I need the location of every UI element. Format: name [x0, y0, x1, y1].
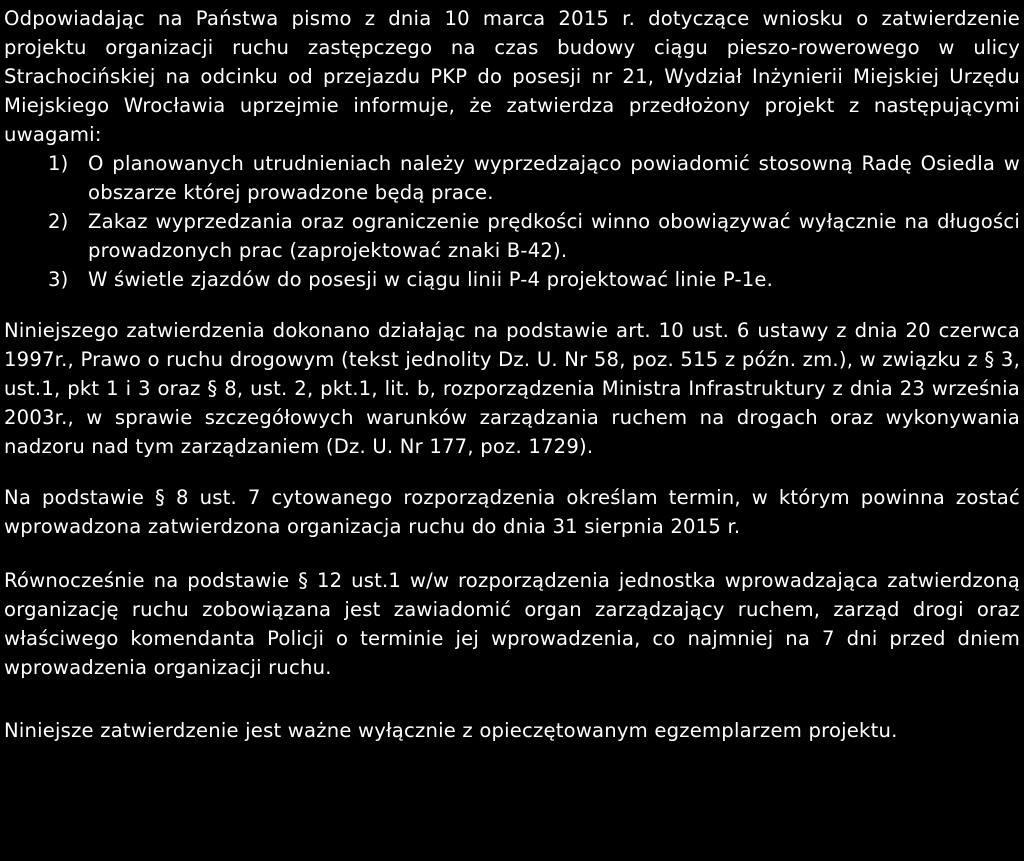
list-item	[4, 149, 1020, 207]
list-item	[4, 207, 1020, 265]
document-page	[4, 4, 1020, 745]
list-item-number: 2)	[48, 210, 69, 233]
notification-paragraph: Równocześnie na podstawie § 12 ust.1 w/w rozporządzenia jednostka wprowadzająca zatwierdzoną organizację ruchu zobowiązana jest zawiadomić organ zarządzający ruchem, zarząd drogi oraz właściwego komendanta Policji o terminie jej wprowadzenia, co najmniej na 7 dni przed dniem wprowadzenia organizacji ruchu.	[4, 569, 1020, 679]
list-item	[4, 265, 1020, 294]
legal-basis-paragraph: Niniejszego zatwierdzenia dokonano działając na podstawie art. 10 ust. 6 ustawy z dnia 20 czerwca 1997r., Prawo o ruchu drogowym (tekst jednolity Dz. U. Nr 58, poz. 515 z późn. zm.), w związku z § 3, ust.1, pkt 1 i 3 oraz § 8, ust. 2, pkt.1, lit. b, rozporządzenia Ministra Infrastruktury z dnia 23 września 2003r., w sprawie szczegółowych warunków zarządzania ruchem na drogach oraz wykonywania nadzoru nad tym zarządzaniem (Dz. U. Nr 177, poz. 1729).	[4, 319, 1020, 458]
list-item-text: O planowanych utrudnieniach należy wyprzedzająco powiadomić stosowną Radę Osiedla w obszarze której prowadzone będą prace.	[88, 152, 1020, 204]
list-item-number: 1)	[48, 152, 69, 175]
validity-paragraph: Niniejsze zatwierdzenie jest ważne wyłącznie z opieczętowanym egzemplarzem projektu.	[4, 719, 898, 742]
remarks-list	[4, 149, 1020, 294]
list-item-text: W świetle zjazdów do posesji w ciągu linii P-4 projektować linie P-1e.	[88, 268, 774, 291]
deadline-paragraph: Na podstawie § 8 ust. 7 cytowanego rozporządzenia określam termin, w którym powinna zostać wprowadzona zatwierdzona organizacja ruchu do dnia 31 sierpnia 2015 r.	[4, 486, 1020, 538]
intro-paragraph: Odpowiadając na Państwa pismo z dnia 10 marca 2015 r. dotyczące wniosku o zatwierdzenie projektu organizacji ruchu zastępczego na czas budowy ciągu pieszo-rowerowego w ulicy Strachocińskiej na odcinku od przejazdu PKP do posesji nr 21, Wydział Inżynierii Miejskiej Urzędu Miejskiego Wrocławia uprzejmie informuje, że zatwierdza przedłożony projekt z następującymi uwagami:	[4, 7, 1020, 146]
list-item-number: 3)	[48, 268, 69, 291]
list-item-text: Zakaz wyprzedzania oraz ograniczenie prędkości winno obowiązywać wyłącznie na długości prowadzonych prac (zaprojektować znaki B-42).	[88, 210, 1020, 262]
